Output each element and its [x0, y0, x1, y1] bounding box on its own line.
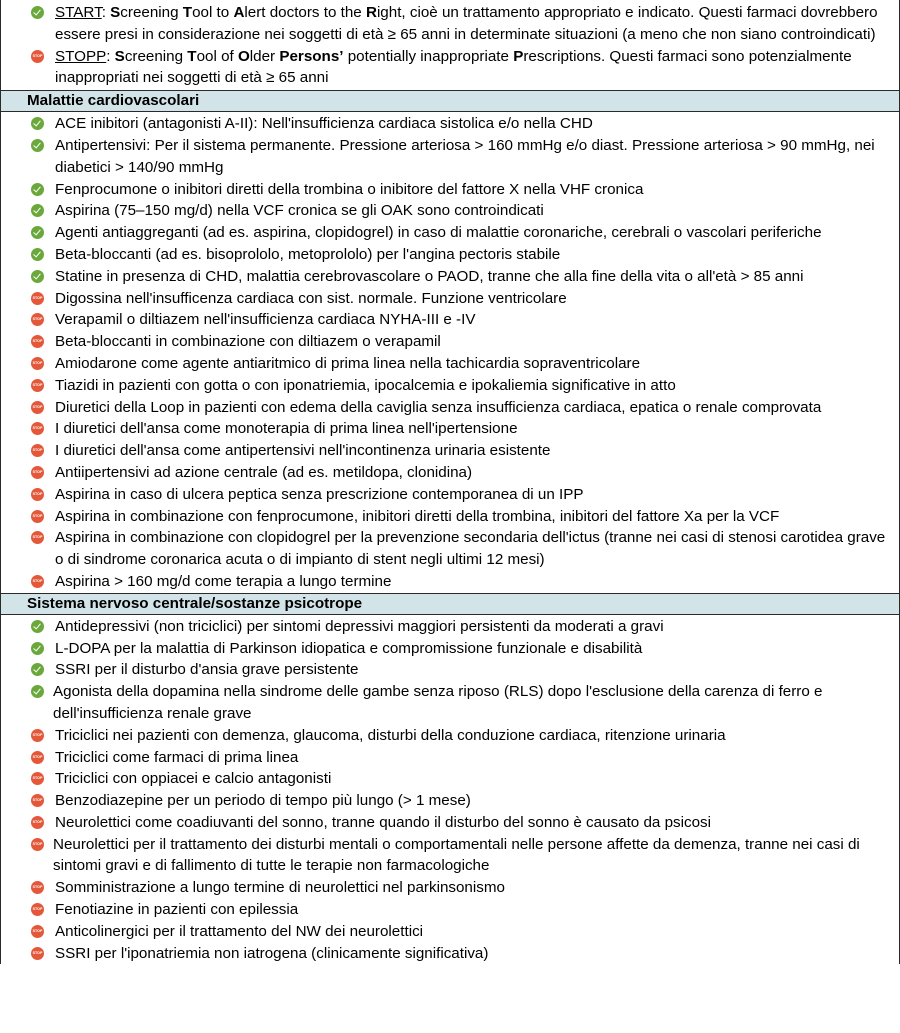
- stop-sign-icon: [31, 466, 44, 479]
- stopp-item: [1, 440, 899, 462]
- check-icon: [31, 642, 44, 655]
- stopp-item: [1, 899, 899, 921]
- check-icon: [31, 248, 44, 261]
- start-item: [1, 200, 899, 222]
- stopp-item: [1, 353, 899, 375]
- item-text: L-DOPA per la malattia di Parkinson idiopatica e compromissione funzionale e disabilità: [55, 639, 643, 657]
- item-text: Neurolettici per il trattamento dei disturbi mentali o comportamentali nelle persone affette da demenza, tranne nei casi di sintomi gravi e di fallimento di tutte le terapie non farmacologiche: [53, 835, 860, 875]
- start-item: [1, 638, 899, 660]
- stop-sign-icon: [31, 838, 44, 851]
- item-text: Neurolettici come coadiuvanti del sonno, tranne quando il disturbo del sonno è causato da psicosi: [55, 813, 712, 831]
- stopp-item: [1, 768, 899, 790]
- check-icon: [31, 685, 44, 698]
- stop-sign-icon: [31, 729, 44, 742]
- item-text: SSRI per il disturbo d'ansia grave persistente: [55, 661, 359, 679]
- item-text: Triciclici nei pazienti con demenza, glaucoma, disturbi della conduzione cardiaca, ritenzione urinaria: [55, 726, 726, 744]
- check-icon: [31, 139, 44, 152]
- stopp-item: [1, 834, 899, 878]
- start-item: [1, 244, 899, 266]
- item-text: I diuretici dell'ansa come monoterapia di prima linea nell'ipertensione: [55, 420, 518, 438]
- stop-sign-icon: [31, 292, 44, 305]
- item-text: ACE inibitori (antagonisti A-II): Nell'insufficienza cardiaca sistolica e/o nella CHD: [55, 115, 593, 133]
- item-text: Aspirina > 160 mg/d come terapia a lungo termine: [55, 572, 392, 590]
- item-text: Triciclici come farmaci di prima linea: [55, 748, 299, 766]
- stopp-item: [1, 397, 899, 419]
- legend: [1, 0, 899, 91]
- item-text: Benzodiazepine per un periodo di tempo più lungo (> 1 mese): [55, 792, 471, 810]
- stop-sign-icon: [31, 335, 44, 348]
- stop-sign-icon: [31, 50, 44, 63]
- item-text: Aspirina in combinazione con fenprocumone, inibitori diretti della trombina, inibitori del fattore Xa per la VCF: [55, 507, 780, 525]
- stop-sign-icon: [31, 379, 44, 392]
- item-text: Beta-bloccanti in combinazione con diltiazem o verapamil: [55, 333, 441, 351]
- stop-sign-icon: [31, 925, 44, 938]
- stop-sign-icon: [31, 575, 44, 588]
- sections: [1, 91, 899, 964]
- stop-sign-icon: [31, 510, 44, 523]
- item-text: Aspirina (75–150 mg/d) nella VCF cronica se gli OAK sono controindicati: [55, 202, 544, 220]
- item-text: Somministrazione a lungo termine di neurolettici nel parkinsonismo: [55, 879, 505, 897]
- item-text: Anticolinergici per il trattamento del NW dei neurolettici: [55, 922, 424, 940]
- legend-stopp-sep: :: [106, 47, 115, 65]
- stop-sign-icon: [31, 772, 44, 785]
- stop-sign-icon: [31, 422, 44, 435]
- stop-sign-icon: [31, 881, 44, 894]
- item-text: Triciclici con oppiacei e calcio antagonisti: [55, 770, 332, 788]
- stop-sign-icon: [31, 401, 44, 414]
- check-icon: [31, 620, 44, 633]
- check-icon: [31, 6, 44, 19]
- item-text: Fenprocumone o inibitori diretti della trombina o inibitore del fattore X nella VHF cronica: [55, 180, 644, 198]
- stop-sign-icon: [31, 444, 44, 457]
- item-text: Aspirina in combinazione con clopidogrel per la prevenzione secondaria dell'ictus (tranne nei casi di stenosi carotidea grave o di sindrome coronarica acuta o di impianto di stent negli ultimi 12 mesi): [55, 529, 886, 569]
- start-item: [1, 659, 899, 681]
- item-text: Antipertensivi: Per il sistema permanente. Pressione arteriosa > 160 mmHg e/o diast. Pressione arteriosa > 90 mmHg, nei diabetici > 140/90 mmHg: [55, 136, 875, 176]
- stopp-item: [1, 462, 899, 484]
- check-icon: [31, 270, 44, 283]
- stopp-item: [1, 747, 899, 769]
- section: [1, 594, 899, 965]
- stopp-item: [1, 527, 899, 571]
- stopp-item: [1, 288, 899, 310]
- legend-start-text: Screening Tool to Alert doctors to the Right, cioè un trattamento appropriato e indicato. Questi farmaci dovrebbero essere presi in considerazione nei soggetti di età ≥ 65 anni in determinate situazioni (a meno che non siano controindicati): [55, 4, 878, 43]
- check-icon: [31, 663, 44, 676]
- section: [1, 91, 899, 594]
- item-text: Antiipertensivi ad azione centrale (ad es. metildopa, clonidina): [55, 463, 473, 481]
- item-text: Amiodarone come agente antiaritmico di prima linea nella tachicardia sopraventricolare: [55, 354, 641, 372]
- stopp-item: [1, 812, 899, 834]
- item-text: Aspirina in caso di ulcera peptica senza prescrizione contemporanea di un IPP: [55, 485, 584, 503]
- check-icon: [31, 226, 44, 239]
- item-text: Agenti antiaggreganti (ad es. aspirina, clopidogrel) in caso di malattie coronariche, cerebrali o vascolari periferiche: [55, 224, 822, 242]
- stop-sign-icon: [31, 903, 44, 916]
- stop-sign-icon: [31, 357, 44, 370]
- start-item: [1, 616, 899, 638]
- item-text: SSRI per l'iponatriemia non iatrogena (clinicamente significativa): [55, 944, 489, 962]
- section-items: [1, 112, 899, 593]
- legend-start: [1, 2, 899, 46]
- start-item: [1, 135, 899, 179]
- legend-start-sep: :: [101, 4, 111, 21]
- stopp-item: [1, 484, 899, 506]
- start-item: [1, 266, 899, 288]
- stopp-item: [1, 877, 899, 899]
- item-text: Digossina nell'insufficenza cardiaca con sist. normale. Funzione ventricolare: [55, 289, 567, 307]
- legend-stopp-text: Screening Tool of Older Persons’ potentially inappropriate Prescriptions. Questi farmaci sono potenzialmente inappropriati nei soggetti di età ≥ 65 anni: [55, 47, 852, 87]
- stop-sign-icon: [31, 794, 44, 807]
- stop-sign-icon: [31, 313, 44, 326]
- legend-stopp: [1, 46, 899, 90]
- start-item: [1, 681, 899, 725]
- section-header: Malattie cardiovascolari: [1, 91, 899, 112]
- stopp-item: [1, 943, 899, 965]
- check-icon: [31, 117, 44, 130]
- item-text: I diuretici dell'ansa come antipertensivi nell'incontinenza urinaria esistente: [55, 442, 551, 460]
- stopp-item: [1, 790, 899, 812]
- legend-stopp-label: STOPP: [55, 47, 107, 65]
- stopp-item: [1, 921, 899, 943]
- stopp-item: [1, 331, 899, 353]
- start-item: [1, 113, 899, 135]
- stopp-item: [1, 375, 899, 397]
- stopp-item: [1, 725, 899, 747]
- item-text: Tiazidi in pazienti con gotta o con iponatriemia, ipocalcemia e ipokaliemia significative in atto: [55, 376, 676, 394]
- item-text: Verapamil o diltiazem nell'insufficienza cardiaca NYHA-III e -IV: [55, 311, 476, 329]
- item-text: Antidepressivi (non triciclici) per sintomi depressivi maggiori persistenti da moderati a gravi: [55, 617, 664, 635]
- item-text: Statine in presenza di CHD, malattia cerebrovascolare o PAOD, tranne che alla fine della vita o all'età > 85 anni: [55, 267, 804, 285]
- check-icon: [31, 183, 44, 196]
- item-text: Agonista della dopamina nella sindrome delle gambe senza riposo (RLS) dopo l'esclusione della carenza di ferro e dell'insufficienza renale grave: [53, 683, 823, 722]
- stop-sign-icon: [31, 531, 44, 544]
- item-text: Fenotiazine in pazienti con epilessia: [55, 901, 299, 919]
- check-icon: [31, 204, 44, 217]
- start-item: [1, 179, 899, 201]
- stop-sign-icon: [31, 751, 44, 764]
- stop-sign-icon: [31, 816, 44, 829]
- stopp-item: [1, 309, 899, 331]
- section-header: Sistema nervoso centrale/sostanze psicotrope: [1, 594, 899, 615]
- stopp-item: [1, 418, 899, 440]
- section-items: [1, 615, 899, 965]
- start-item: [1, 222, 899, 244]
- stopp-item: [1, 571, 899, 593]
- stop-sign-icon: [31, 488, 44, 501]
- stopp-item: [1, 506, 899, 528]
- item-text: Diuretici della Loop in pazienti con edema della caviglia senza insufficienza cardiaca, epatica o renale comprovata: [55, 398, 822, 416]
- legend-start-label: START: [55, 4, 102, 21]
- stop-sign-icon: [31, 947, 44, 960]
- item-text: Beta-bloccanti (ad es. bisoprololo, metoprololo) per l'angina pectoris stabile: [55, 245, 561, 263]
